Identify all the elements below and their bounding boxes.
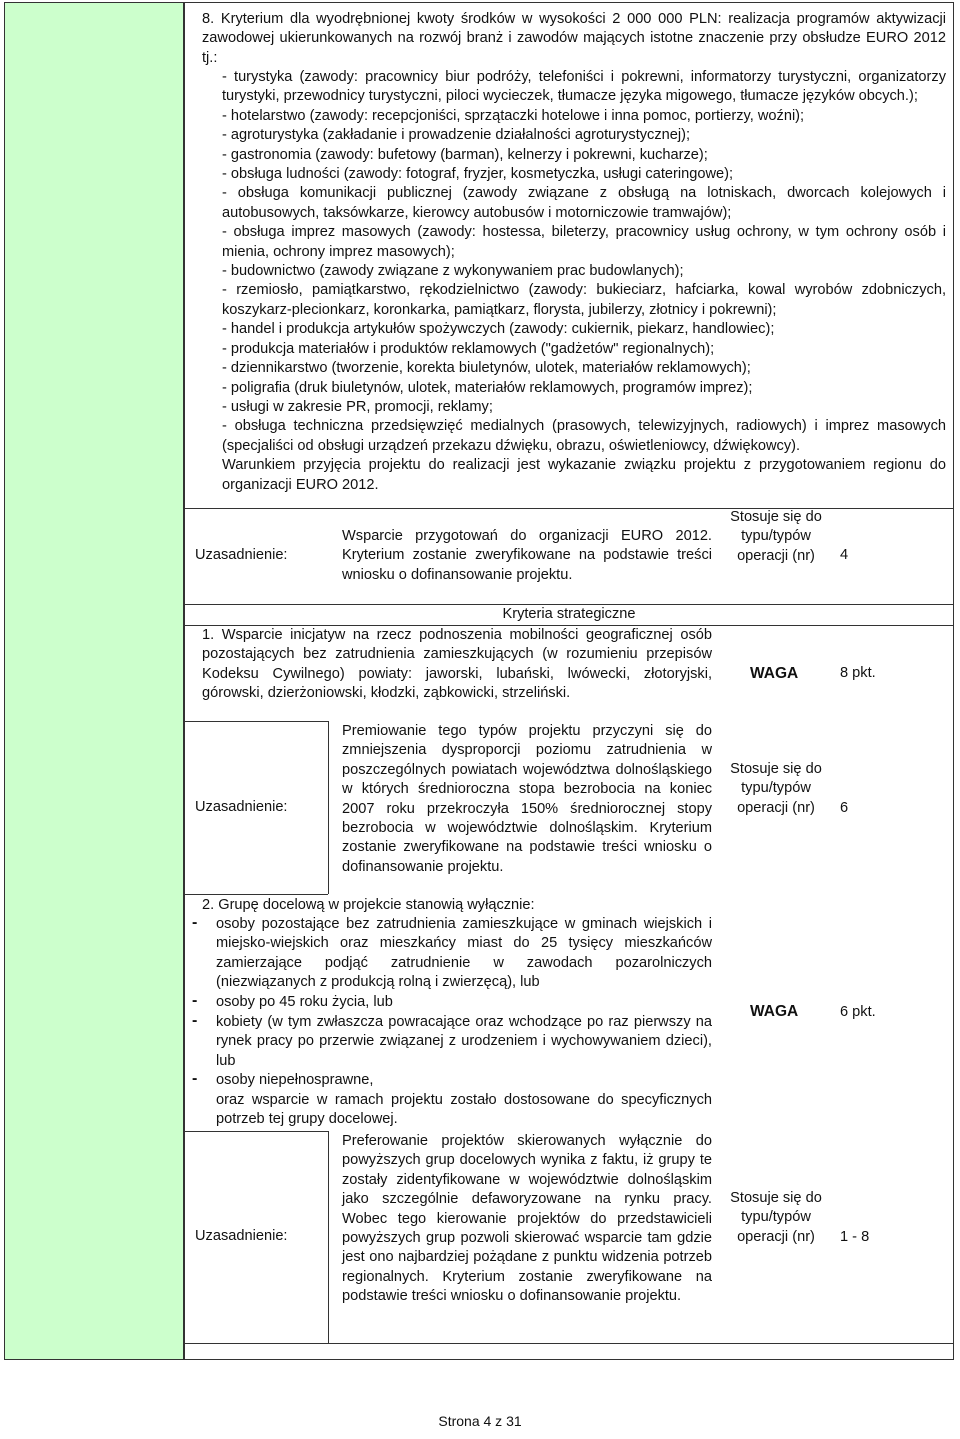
justification-label: Uzasadnienie: <box>195 1228 288 1244</box>
criterion-8-condition: Warunkiem przyjęcia projektu do realizacji jest wykazanie związku projektu z przygotowaniem regionu do organizacji EURO 2012. <box>222 457 946 493</box>
weight-value: 6 pkt. <box>840 1004 876 1020</box>
left-margin-strip <box>4 2 184 1360</box>
row-divider <box>184 508 954 509</box>
profession-list-item: - produkcja materiałów i produktów reklamowych ("gadżetów" regionalnych); <box>222 340 715 357</box>
profession-list-item: - poligrafia (druk biuletynów, ulotek, materiałów reklamowych, programów imprez); <box>222 379 753 396</box>
row-divider <box>184 1343 954 1344</box>
criterion-8-justification: Wsparcie przygotowań do organizacji EURO 2012. Kryterium zostanie zweryfikowane na podstawie treści wniosku o dofinansowanie projektu. <box>342 528 712 583</box>
profession-list-item: - obsługa komunikacji publicznej (zawody związane z obsługą na lotniskach, dworcach kolejowych i autobusowych, taksówkarze, kierowcy autobusów i motorniczowie tramwajów); <box>222 185 946 221</box>
criterion-2-intro: 2. Grupę docelową w projekcie stanowią wyłącznie: <box>202 897 535 913</box>
profession-list-item: - dziennikarstwo (tworzenie, korekta biuletynów, ulotek, materiałów reklamowych); <box>222 360 751 377</box>
profession-list-item: - agroturystyka (zakładanie i prowadzenie działalności agroturystycznej); <box>222 127 691 144</box>
target-group-item: osoby pozostające bez zatrudnienia zamieszkujące w gminach wiejskich i miejsko-wiejskich oraz mieszkańcy miast do 25 tysięcy mieszkańców zamierzające podjąć zatrudnienie w zawodach pozarolniczych (niezwiązanych z produkcją rolną i zwierzęcą), lub <box>216 916 712 991</box>
weight-value: 8 pkt. <box>840 665 876 681</box>
profession-list-item: - obsługa ludności (zawody: fotograf, fryzjer, kosmetyczka, usługi cateringowe); <box>222 166 734 183</box>
criterion-8-list <box>222 68 946 495</box>
criterion-1-justification: Premiowanie tego typów projektu przyczyni się do zmniejszenia dysproporcji poziomu zatrudnienia w poszczególnych powiatach województwa dolnośląskiego w których średnioroczna stopa bezrobocia na koniec 2007 roku przekroczyła 150% średniorocznej stopy bezrobocia w województwie dolnośląskim. Kryterium zostanie zweryfikowane na podstawie treści wniosku o dofinansowanie projektu. <box>342 723 712 875</box>
profession-list-item: - obsługa imprez masowych (zawody: hostessa, bileterzy, pracownicy usług ochrony, w tym ochrony osób i mienia, ochrony imprez masowych); <box>222 224 946 260</box>
applies-label: Stosuje się do typu/typów operacji (nr) <box>730 1190 822 1245</box>
profession-list-item: - obsługa techniczna przedsięwzięć medialnych (prasowych, telewizyjnych, radiowych) i imprez masowych (specjaliści od obsługi urządzeń przekazu dźwięku, obrazu, oświetleniowcy, dźwiękowcy). <box>222 418 946 454</box>
column-divider <box>328 1131 329 1343</box>
profession-list-item: - gastronomia (zawody: bufetowy (barman), kelnerzy i pokrewni, kucharze); <box>222 146 708 163</box>
profession-list-item: - budownictwo (zawody związane z wykonywaniem prac budowlanych); <box>222 263 684 280</box>
weight-label: WAGA <box>750 665 799 682</box>
applies-value: 6 <box>840 800 849 816</box>
profession-list-item: - usługi w zakresie PR, promocji, reklamy; <box>222 398 493 415</box>
criterion-2-justification: Preferowanie projektów skierowanych wyłącznie do powyższych grup docelowych wynika z faktu, iż grupy te zostały zidentyfikowane w województwie dolnośląskim jako szczególnie defaworyzowane na rynku pracy. Wobec tego kierowanie projektów do przedstawicieli powyższych grup pozwoli skierować wsparcie tam gdzie jest ono najbardziej pożądane z punktu widzenia potrzeb regionalnych. Kryterium zostanie zweryfikowane na podstawie treści wniosku o dofinansowanie projektu. <box>342 1133 712 1305</box>
applies-value: 1 - 8 <box>840 1229 870 1245</box>
profession-list-item: - hotelarstwo (zawody: recepcjoniści, sprzątaczki hotelowe i inna pomoc, portierzy, woźni); <box>222 107 805 124</box>
applies-label: Stosuje się do typu/typów operacji (nr) <box>730 509 822 564</box>
target-group-item: osoby niepełnosprawne, <box>216 1072 374 1088</box>
profession-list-item: - turystyka (zawody: pracownicy biur podróży, telefoniści i pokrewni, informatorzy turystyczni, organizatorzy turystyki, przewodnicy turystyczni, piloci wycieczek, tłumacze języka migowego, tłumacze języków obcych.); <box>222 69 946 105</box>
profession-list-item: - rzemiosło, pamiątkarstwo, rękodzielnictwo (zawody: bukieciarz, hafciarka, kowal wyrobów zdobniczych, koszykarz-plecionkarz, koronkarka, pamiątkarz, florysta, jubilerzy, złotnicy i pokrewni); <box>222 282 946 318</box>
applies-label: Stosuje się do typu/typów operacji (nr) <box>730 761 822 816</box>
row-divider <box>184 894 328 895</box>
row-divider <box>184 1131 328 1132</box>
row-divider <box>184 721 328 722</box>
profession-list-item: - handel i produkcja artykułów spożywczych (zawody: cukiernik, piekarz, handlowiec); <box>222 321 775 338</box>
target-group-item: osoby po 45 roku życia, lub <box>216 994 393 1010</box>
strategic-criteria-header: Kryteria strategiczne <box>502 606 636 622</box>
target-group-item: kobiety (w tym zwłaszcza powracające oraz wchodzące po raz pierwszy na rynek pracy po przerwie związanej z urodzeniem i wychowywaniem dzieci), lub <box>216 1014 712 1069</box>
page-number: Strona 4 z 31 <box>438 1413 522 1429</box>
criterion-8-title: 8. Kryterium dla wyodrębnionej kwoty środków w wysokości 2 000 000 PLN: realizacja programów aktywizacji zawodowej ukierunkowanych na rozwój branż i zawodów mających istotne znaczenie przy obsłudze EURO 2012 tj.: <box>202 11 946 66</box>
criterion-2-closing: oraz wsparcie w ramach projektu zostało dostosowane do specyficznych potrzeb tej grupy docelowej. <box>216 1092 712 1128</box>
applies-value: 4 <box>840 547 849 563</box>
justification-label: Uzasadnienie: <box>195 799 288 815</box>
weight-label: WAGA <box>750 1003 799 1020</box>
criterion-1-text: 1. Wsparcie inicjatyw na rzecz podnoszenia mobilności geograficznej osób pozostających bez zatrudnienia zamieszkujących (w rozumieniu przepisów Kodeksu Cywilnego) powiaty: jaworski, lubański, lwówecki, złotoryjski, górowski, dzierżoniowski, kłodzki, ząbkowicki, strzeliński. <box>202 627 712 702</box>
column-divider <box>328 721 329 894</box>
justification-label: Uzasadnienie: <box>195 547 288 563</box>
